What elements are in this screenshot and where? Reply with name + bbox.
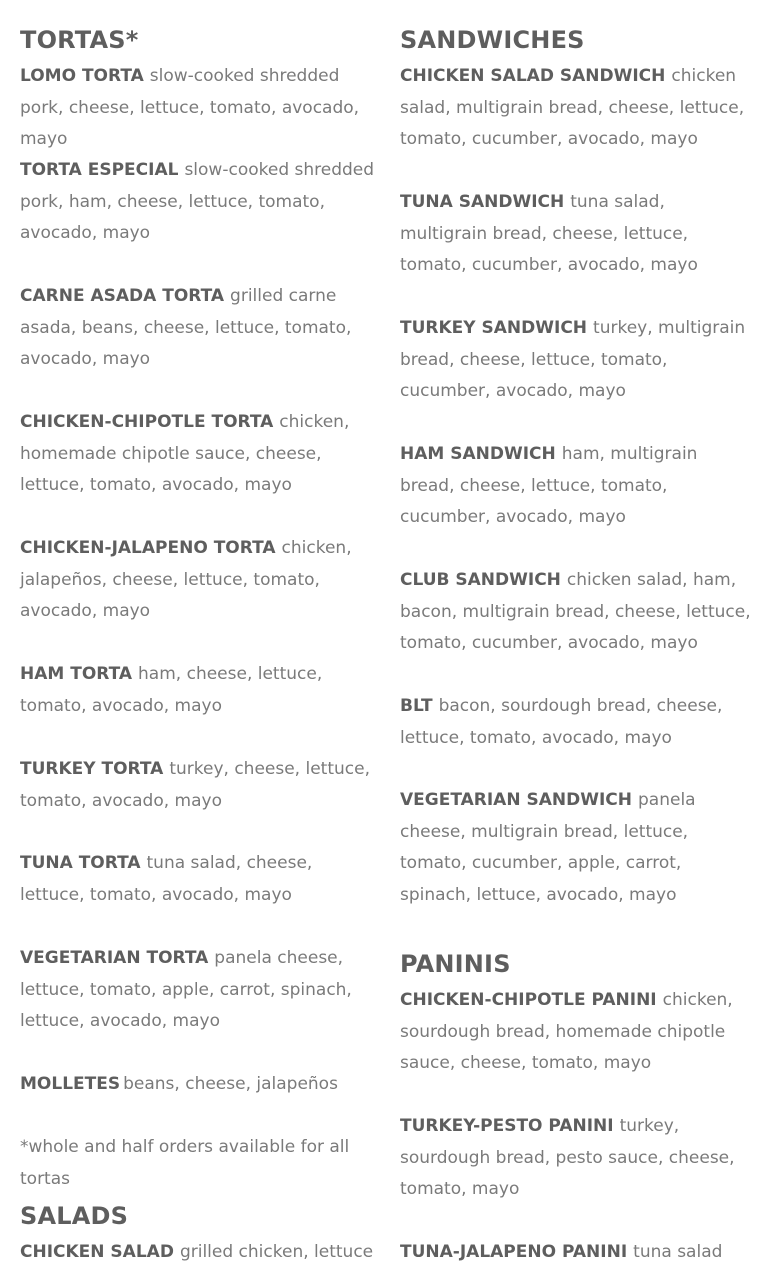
menu-item-description: ham, multigrain bread, cheese, lettuce, tomato, cucumber, avocado, mayo	[400, 444, 698, 527]
menu-item-name: LOMO TORTA	[20, 66, 144, 86]
menu-item-chicken-salad-sandwich	[400, 61, 755, 156]
menu-item-name: TURKEY TORTA	[20, 759, 164, 779]
menu-item-vegetarian-sandwich	[400, 785, 755, 911]
menu-item-description: chicken salad, ham, bacon, multigrain bread, cheese, lettuce, tomato, cucumber, avocado, mayo	[400, 570, 751, 653]
paninis-heading: PANINIS	[400, 950, 511, 978]
menu-item-name: CLUB SANDWICH	[400, 570, 561, 590]
menu-item-tuna-jalapeno-panini	[400, 1237, 755, 1269]
menu-item-description: slow-cooked shredded pork, ham, cheese, lettuce, tomato, avocado, mayo	[20, 160, 375, 243]
menu-item-club-sandwich	[400, 565, 755, 660]
menu-item-name: VEGETARIAN TORTA	[20, 948, 209, 968]
menu-item-description: chicken, jalapeños, cheese, lettuce, tomato, avocado, mayo	[20, 538, 352, 621]
menu-item-lomo-torta	[20, 61, 380, 156]
menu-item-description: beans, cheese, jalapeños	[123, 1074, 338, 1094]
menu-item-blt	[400, 691, 755, 754]
menu-item-name: TUNA TORTA	[20, 853, 141, 873]
menu-item-description: tuna salad, multigrain bread, cheese, lettuce, tomato, cucumber, avocado, mayo	[400, 192, 698, 275]
salads-heading: SALADS	[20, 1202, 129, 1230]
menu-item-chicken-chipotle-panini	[400, 985, 755, 1080]
menu-item-name: CHICKEN-CHIPOTLE PANINI	[400, 990, 657, 1010]
menu-item-description: turkey, multigrain bread, cheese, lettuce, tomato, cucumber, avocado, mayo	[400, 318, 746, 401]
menu-item-name: VEGETARIAN SANDWICH	[400, 790, 633, 810]
menu-item-name: CHICKEN-CHIPOTLE TORTA	[20, 412, 274, 432]
menu-item-tuna-torta	[20, 848, 380, 911]
menu-item-name: TORTA ESPECIAL	[20, 160, 179, 180]
menu-item-carne-asada-torta	[20, 281, 380, 376]
tortas-footnote: *whole and half orders available for all tortas	[20, 1137, 350, 1189]
menu-item-vegetarian-torta	[20, 943, 380, 1038]
menu-item-name: TURKEY-PESTO PANINI	[400, 1116, 614, 1136]
menu-item-description: tuna salad	[633, 1242, 723, 1262]
menu-item-name: CHICKEN-JALAPENO TORTA	[20, 538, 276, 558]
menu-item-name: TURKEY SANDWICH	[400, 318, 588, 338]
menu-item-description: slow-cooked shredded pork, cheese, lettuce, tomato, avocado, mayo	[20, 66, 360, 149]
sandwiches-heading: SANDWICHES	[400, 26, 585, 54]
menu-item-ham-sandwich	[400, 439, 755, 534]
menu-item-turkey-sandwich	[400, 313, 755, 408]
menu-item-description: grilled chicken, lettuce	[179, 1242, 374, 1262]
menu-item-description: tuna salad, cheese, lettuce, tomato, avocado, mayo	[20, 853, 313, 905]
menu-item-name: HAM TORTA	[20, 664, 133, 684]
menu-item-description: chicken, sourdough bread, homemade chipotle sauce, cheese, tomato, mayo	[400, 990, 733, 1073]
menu-item-name: CHICKEN SALAD SANDWICH	[400, 66, 666, 86]
menu-item-description: panela cheese, lettuce, tomato, apple, carrot, spinach, lettuce, avocado, mayo	[20, 948, 352, 1031]
menu-item-description: chicken salad, multigrain bread, cheese, lettuce, tomato, cucumber, avocado, mayo	[400, 66, 745, 149]
menu-item-description: ham, cheese, lettuce, tomato, avocado, mayo	[20, 664, 323, 716]
menu-item-turkey-torta	[20, 754, 380, 817]
menu-item-description: turkey, sourdough bread, pesto sauce, cheese, tomato, mayo	[400, 1116, 735, 1199]
menu-item-name: TUNA-JALAPENO PANINI	[400, 1242, 628, 1262]
menu-item-name: CARNE ASADA TORTA	[20, 286, 225, 306]
menu-item-chicken-chipotle-torta	[20, 407, 380, 502]
menu-item-chicken-jalapeno-torta	[20, 533, 380, 628]
menu-item-description: chicken, homemade chipotle sauce, cheese, lettuce, tomato, avocado, mayo	[20, 412, 350, 495]
menu-item-tuna-sandwich	[400, 187, 755, 282]
menu-item-turkey-pesto-panini	[400, 1111, 755, 1206]
menu-item-description: grilled carne asada, beans, cheese, lettuce, tomato, avocado, mayo	[20, 286, 352, 369]
menu-item-ham-torta	[20, 659, 380, 722]
menu-item-name: MOLLETES	[20, 1074, 121, 1094]
menu-item-description: bacon, sourdough bread, cheese, lettuce, tomato, avocado, mayo	[400, 696, 723, 748]
menu-item-chicken-salad	[20, 1237, 380, 1269]
menu-item-name: BLT	[400, 696, 433, 716]
menu-item-description: turkey, cheese, lettuce, tomato, avocado, mayo	[20, 759, 370, 811]
menu-item-description: panela cheese, multigrain bread, lettuce, tomato, cucumber, apple, carrot, spinach, lettuce, avocado, mayo	[400, 790, 696, 905]
menu-item-name: CHICKEN SALAD	[20, 1242, 174, 1262]
menu-item-torta-especial	[20, 155, 380, 250]
tortas-heading: TORTAS*	[20, 26, 139, 54]
menu-item-molletes	[20, 1069, 380, 1101]
menu-item-name: TUNA SANDWICH	[400, 192, 565, 212]
menu-item-name: HAM SANDWICH	[400, 444, 556, 464]
